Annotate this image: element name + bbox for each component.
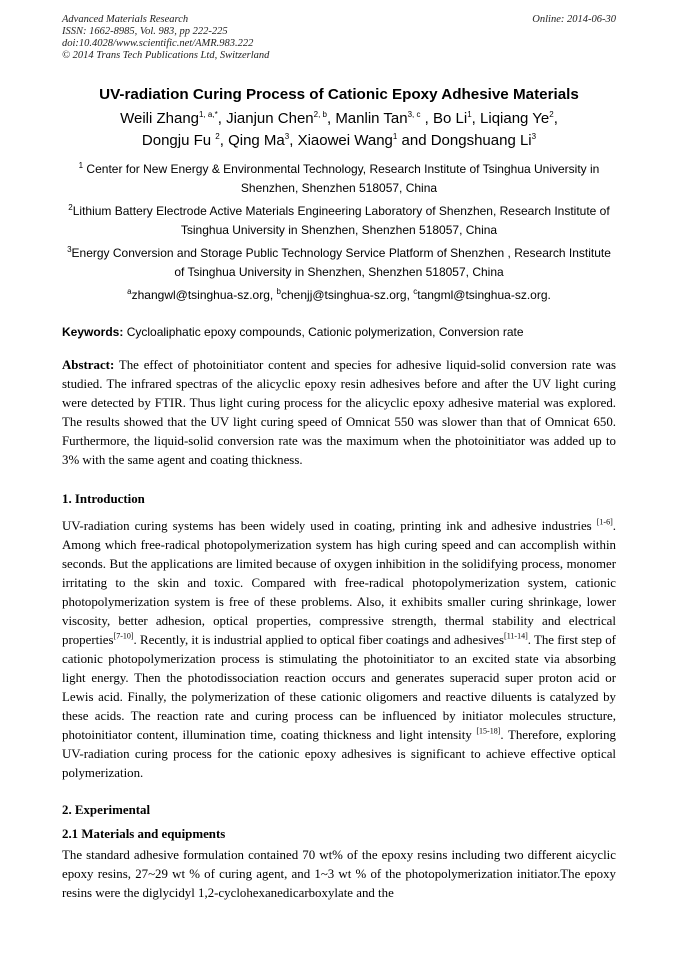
email-address[interactable]: chenjj@tsinghua-sz.org, bbox=[281, 288, 414, 302]
section-heading-introduction: 1. Introduction bbox=[62, 492, 145, 506]
keywords bbox=[62, 325, 616, 339]
affiliation-text: Center for New Energy & Environmental Technology, Research Institute of Tsinghua University in Shenzhen, Shenzhen 518057, China bbox=[83, 162, 600, 195]
author-separator: , bbox=[326, 110, 336, 127]
author-affiliation-mark: 2 bbox=[549, 110, 554, 119]
citation: [1-6] bbox=[596, 517, 613, 527]
intro-text: UV-radiation curing systems has been widely used in coating, printing ink and adhesive industries bbox=[62, 519, 597, 533]
author-affiliation-mark: 3 bbox=[531, 132, 537, 141]
author-affiliation-mark: 3, c bbox=[407, 110, 421, 119]
author-name: Manlin Tan bbox=[335, 110, 408, 127]
author-affiliation-mark: 1, a,* bbox=[199, 110, 218, 119]
author-separator: , bbox=[217, 110, 227, 127]
email-mark: c bbox=[413, 287, 418, 296]
subsection-heading-materials: 2.1 Materials and equipments bbox=[62, 827, 226, 841]
abstract-text: The effect of photoinitiator content and species for adhesive liquid-solid conversion rate was studied. The infrared spectras of the alicyclic epoxy resin adhesives before and after the UV light curing were detected by FTIR. Thus light curing process for the alicyclic epoxy adhesive material was explored. The results showed that the UV light curing speed of Omnicat 550 was slower than that of Omnicat 650. Furthermore, the liquid-solid conversion rate was the maximum when the photoinitiator was added up to 3% with the same agent and coating thickness. bbox=[62, 358, 616, 467]
journal-name: Advanced Materials Research bbox=[62, 14, 189, 25]
online-date: Online: 2014-06-30 bbox=[532, 14, 616, 25]
author-name: Liqiang Ye bbox=[480, 110, 550, 127]
intro-text: . Recently, it is industrial applied to optical fiber coatings and adhesives bbox=[133, 633, 505, 647]
intro-text: . Therefore, exploring UV-radiation curing process for the cationic epoxy adhesives is significant to achieve effective optical polymerization. bbox=[62, 728, 616, 780]
affiliation-text: Lithium Battery Electrode Active Materials Engineering Laboratory of Shenzhen, Research Institute of Tsinghua University in Shenzhen, Shenzhen 518057, China bbox=[72, 204, 610, 237]
citation: [7-10] bbox=[113, 631, 134, 641]
copyright-line: © 2014 Trans Tech Publications Ltd, Switzerland bbox=[62, 50, 270, 61]
author-separator: , bbox=[420, 110, 434, 127]
email-address[interactable]: tangml@tsinghua-sz.org. bbox=[417, 288, 551, 302]
paper-title: UV-radiation Curing Process of Cationic Epoxy Adhesive Materials bbox=[99, 86, 579, 103]
author-name: Jianjun Chen bbox=[226, 110, 314, 127]
author-affiliation-mark: 3 bbox=[284, 132, 290, 141]
intro-text: . Among which free-radical photopolymerization system has high curing speed and can accomplish within seconds. But the applications are limited because of oxygen inhibition in the solidifying process, monomer irritating to the skin and toxic. Compared with free-radical photopolymerization system, cationic photopolymerization system is free of these problems. Also, it exhibits smaller curing shrinkage, lower viscosity, better adhesion, optical properties, compressive strength, thermal stability and electrical properties bbox=[62, 519, 616, 647]
affiliation-1 bbox=[62, 160, 616, 198]
author-affiliation-mark: 2 bbox=[215, 132, 220, 141]
email-line bbox=[62, 286, 616, 305]
email-address[interactable]: zhangwl@tsinghua-sz.org, bbox=[131, 288, 277, 302]
author-separator: , bbox=[289, 132, 298, 149]
keywords-text: Cycloaliphatic epoxy compounds, Cationic polymerization, Conversion rate bbox=[123, 325, 524, 339]
citation: [15-18] bbox=[476, 726, 501, 736]
author-separator: , bbox=[471, 110, 481, 127]
issn-line: ISSN: 1662-8985, Vol. 983, pp 222-225 bbox=[62, 26, 228, 37]
abstract bbox=[62, 356, 616, 470]
section-heading-experimental: 2. Experimental bbox=[62, 803, 151, 817]
author-affiliation-mark: 1 bbox=[392, 132, 398, 141]
experimental-body: The standard adhesive formulation contained 70 wt% of the epoxy resins including two different aicyclic epoxy resins, 27~29 wt % of curing agent, and 1~3 wt % of the photopolymerization initiator.The epoxy resins were the diglycidyl 1,2-cyclohexanedicarboxylate and the bbox=[62, 848, 616, 900]
introduction-body bbox=[62, 517, 616, 783]
author-name: Bo Li bbox=[433, 110, 468, 127]
author-name: Xiaowei Wang bbox=[297, 132, 393, 149]
affiliation-2 bbox=[62, 202, 616, 240]
author-separator: and bbox=[397, 132, 431, 149]
email-mark: b bbox=[276, 287, 281, 296]
affiliation-mark: 1 bbox=[78, 161, 84, 170]
keywords-label: Keywords: bbox=[62, 325, 124, 339]
citation: [11-14] bbox=[504, 631, 528, 641]
email-mark: a bbox=[127, 287, 132, 296]
intro-text: . The first step of cationic photopolymerization process is stimulating the photoinitiator to an excited state via absorbing light energy. Then the photodissociation reaction occurs and generates superacid super proton acid or Lewis acid. Finally, the polymerization of these cationic oligomers and reactive diluents is catalyzed by these acids. The reaction rate and curing process can be influenced by initiator molecules structure, photoinitiator content, illumination time, coating thickness and light intensity bbox=[62, 633, 616, 742]
author-name: Weili Zhang bbox=[120, 110, 200, 127]
journal-header bbox=[62, 14, 616, 62]
doi-line[interactable]: doi:10.4028/www.scientific.net/AMR.983.222 bbox=[62, 38, 254, 49]
affiliation-mark: 2 bbox=[68, 203, 73, 212]
author-name: Dongju Fu bbox=[141, 132, 216, 149]
author-name: Dongshuang Li bbox=[430, 132, 532, 149]
affiliation-3 bbox=[62, 244, 616, 282]
author-list bbox=[40, 108, 638, 152]
abstract-label: Abstract: bbox=[62, 358, 115, 372]
author-name: Qing Ma bbox=[228, 132, 285, 149]
author-affiliation-mark: 2, b bbox=[313, 110, 327, 119]
affiliation-mark: 3 bbox=[67, 245, 72, 254]
author-affiliation-mark: 1 bbox=[467, 110, 472, 119]
author-separator: , bbox=[553, 110, 558, 127]
affiliation-text: Energy Conversion and Storage Public Technology Service Platform of Shenzhen , Research Institute of Tsinghua University in Shenzhen, Shenzhen 518057, China bbox=[71, 246, 611, 279]
author-separator: , bbox=[219, 132, 229, 149]
